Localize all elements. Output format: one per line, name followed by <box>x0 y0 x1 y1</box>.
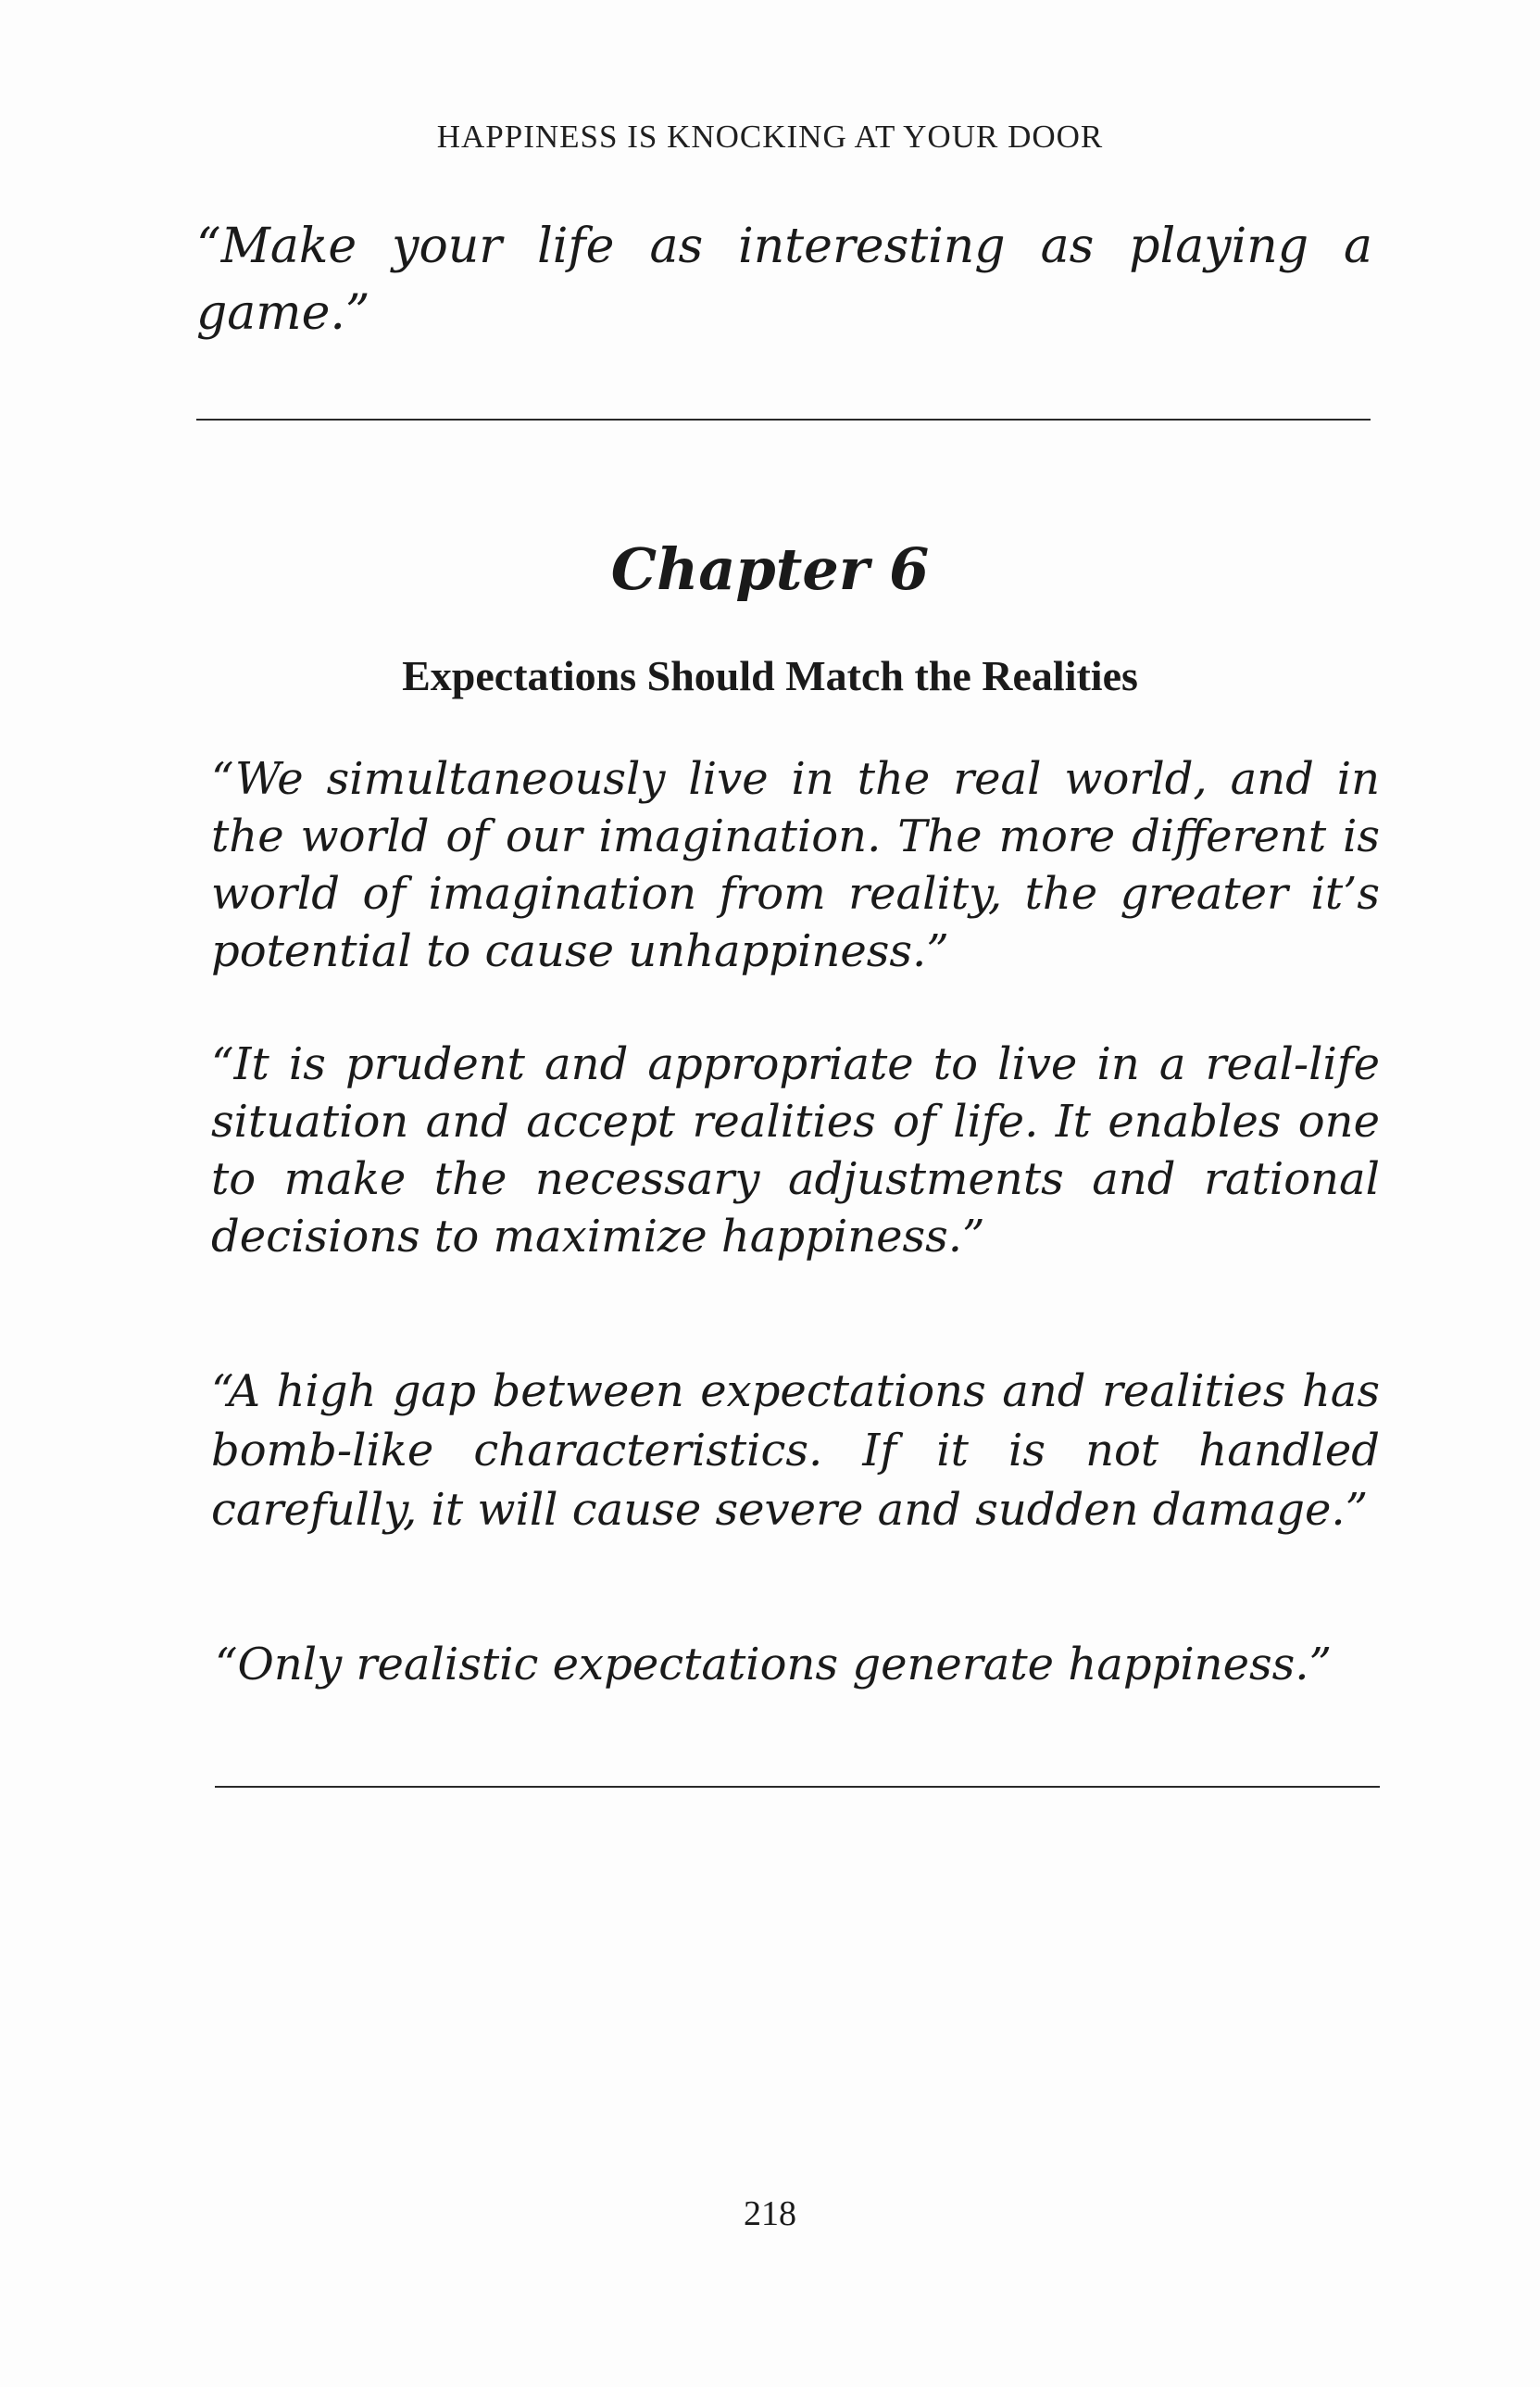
top-quote: “Make your life as interesting as playing a game.” <box>196 219 1372 341</box>
section-divider-bottom <box>215 1786 1380 1788</box>
section-divider-top <box>196 419 1371 421</box>
quote-paragraph-3: “A high gap between expectations and realities has bomb-like characteristics. If it is not handled carefully, it will cause severe and sudden damage.” <box>211 1365 1380 1536</box>
quote-paragraph-1: “We simultaneously live in the real world, and in the world of our imagination. The more different is world of imagination from reality, the greater it’s potential to cause unhappiness.” <box>211 753 1380 977</box>
running-head: HAPPINESS IS KNOCKING AT YOUR DOOR <box>436 119 1104 155</box>
chapter-subtitle: Expectations Should Match the Realities <box>402 652 1138 699</box>
page-number: 218 <box>744 2194 796 2233</box>
quote-paragraph-2: “It is prudent and appropriate to live in a real-life situation and accept realities of life. It enables one to make the necessary adjustments and rational decisions to maximize happiness.” <box>211 1038 1380 1263</box>
quote-paragraph-4: “Only realistic expectations generate happiness.” <box>215 1639 1333 1690</box>
chapter-title: Chapter 6 <box>610 535 930 603</box>
